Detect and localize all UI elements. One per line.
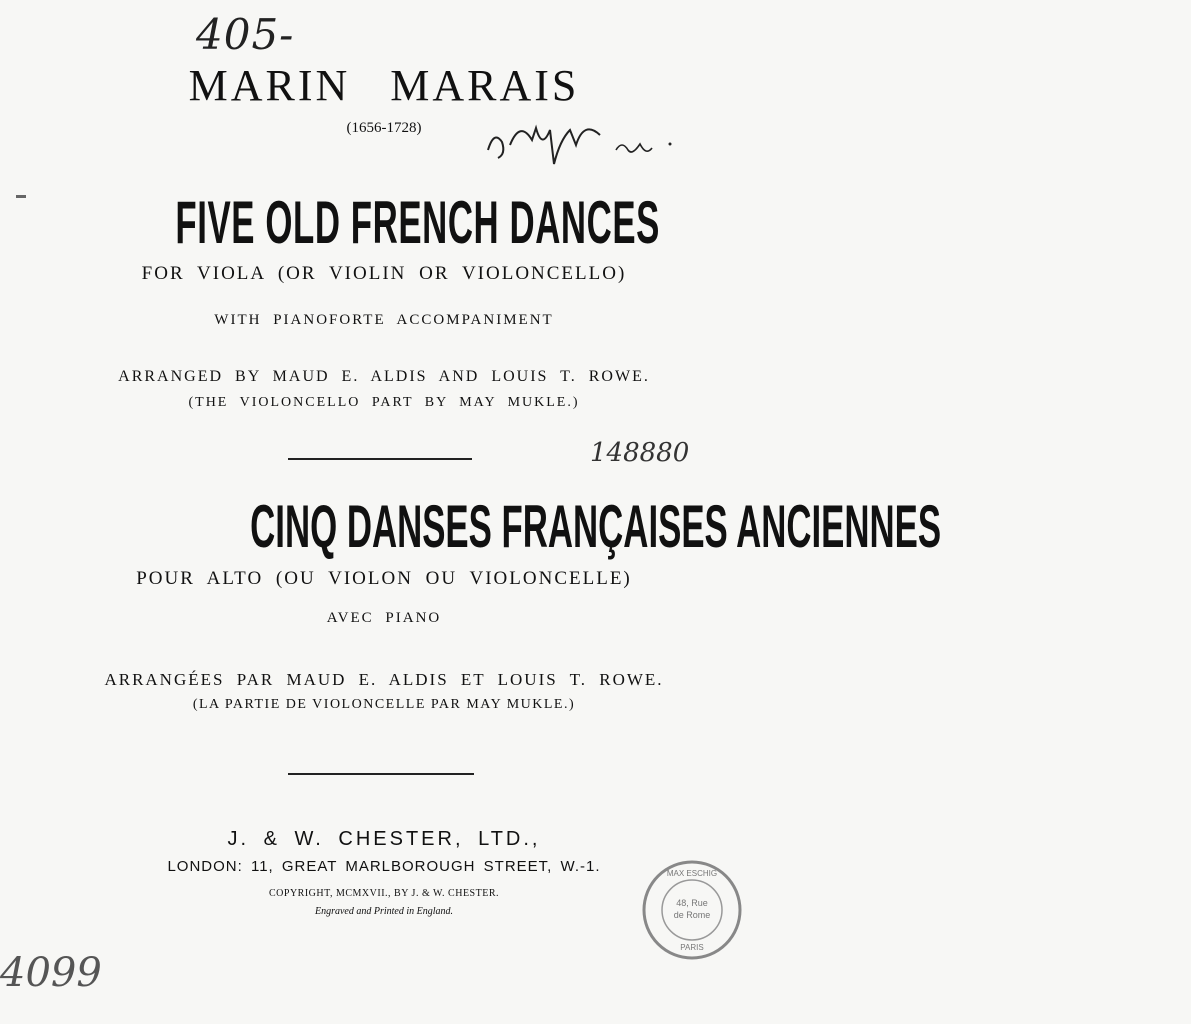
title-french-text: CINQ DANSES FRANÇAISES ANCIENNES — [250, 493, 942, 560]
composer-name: MARIN MARAIS — [188, 61, 580, 110]
divider-rule — [288, 458, 472, 460]
composer-dates: (1656-1728) — [346, 120, 422, 136]
publisher-stamp — [640, 858, 744, 962]
copyright-notice: COPYRIGHT, MCMXVII., BY J. & W. CHESTER. — [268, 888, 500, 899]
cello-part-french: (LA PARTIE DE VIOLONCELLE PAR MAY MUKLE.) — [192, 697, 576, 712]
arrangers-english: ARRANGED BY MAUD E. ALDIS AND LOUIS T. ROWE. — [118, 368, 650, 385]
instrumentation-french: POUR ALTO (OU VIOLON OU VIOLONCELLE) — [136, 568, 632, 589]
svg-text:PARIS: PARIS — [680, 943, 704, 952]
accompaniment-english: WITH PIANOFORTE ACCOMPANIMENT — [214, 312, 554, 328]
publisher-address: LONDON: 11, GREAT MARLBOROUGH STREET, W.-1. — [167, 858, 601, 875]
title-english-text: FIVE OLD FRENCH DANCES — [175, 189, 660, 256]
svg-text:48, Rue: 48, Rue — [676, 898, 708, 908]
arrangers-french: ARRANGÉES PAR MAUD E. ALDIS ET LOUIS T. ROWE. — [104, 670, 664, 689]
cello-part-english: (THE VIOLONCELLO PART BY MAY MUKLE.) — [188, 395, 580, 410]
handwritten-catalog-mark: 405- — [196, 10, 295, 59]
handwritten-signature — [480, 100, 680, 180]
title-french — [0, 492, 942, 562]
margin-mark — [16, 195, 26, 198]
accompaniment-french: AVEC PIANO — [326, 610, 442, 626]
handwritten-number: 148880 — [590, 438, 690, 468]
svg-text:de Rome: de Rome — [673, 910, 711, 920]
publisher-name: J. & W. CHESTER, LTD., — [227, 828, 541, 850]
printed-notice: Engraved and Printed in England. — [314, 906, 454, 917]
handwritten-bottom-mark: 4099 — [0, 950, 102, 996]
instrumentation-english: FOR VIOLA (OR VIOLIN OR VIOLONCELLO) — [141, 263, 627, 284]
svg-text:MAX ESCHIG: MAX ESCHIG — [666, 869, 718, 878]
divider-rule — [288, 773, 474, 775]
title-english — [0, 188, 768, 258]
